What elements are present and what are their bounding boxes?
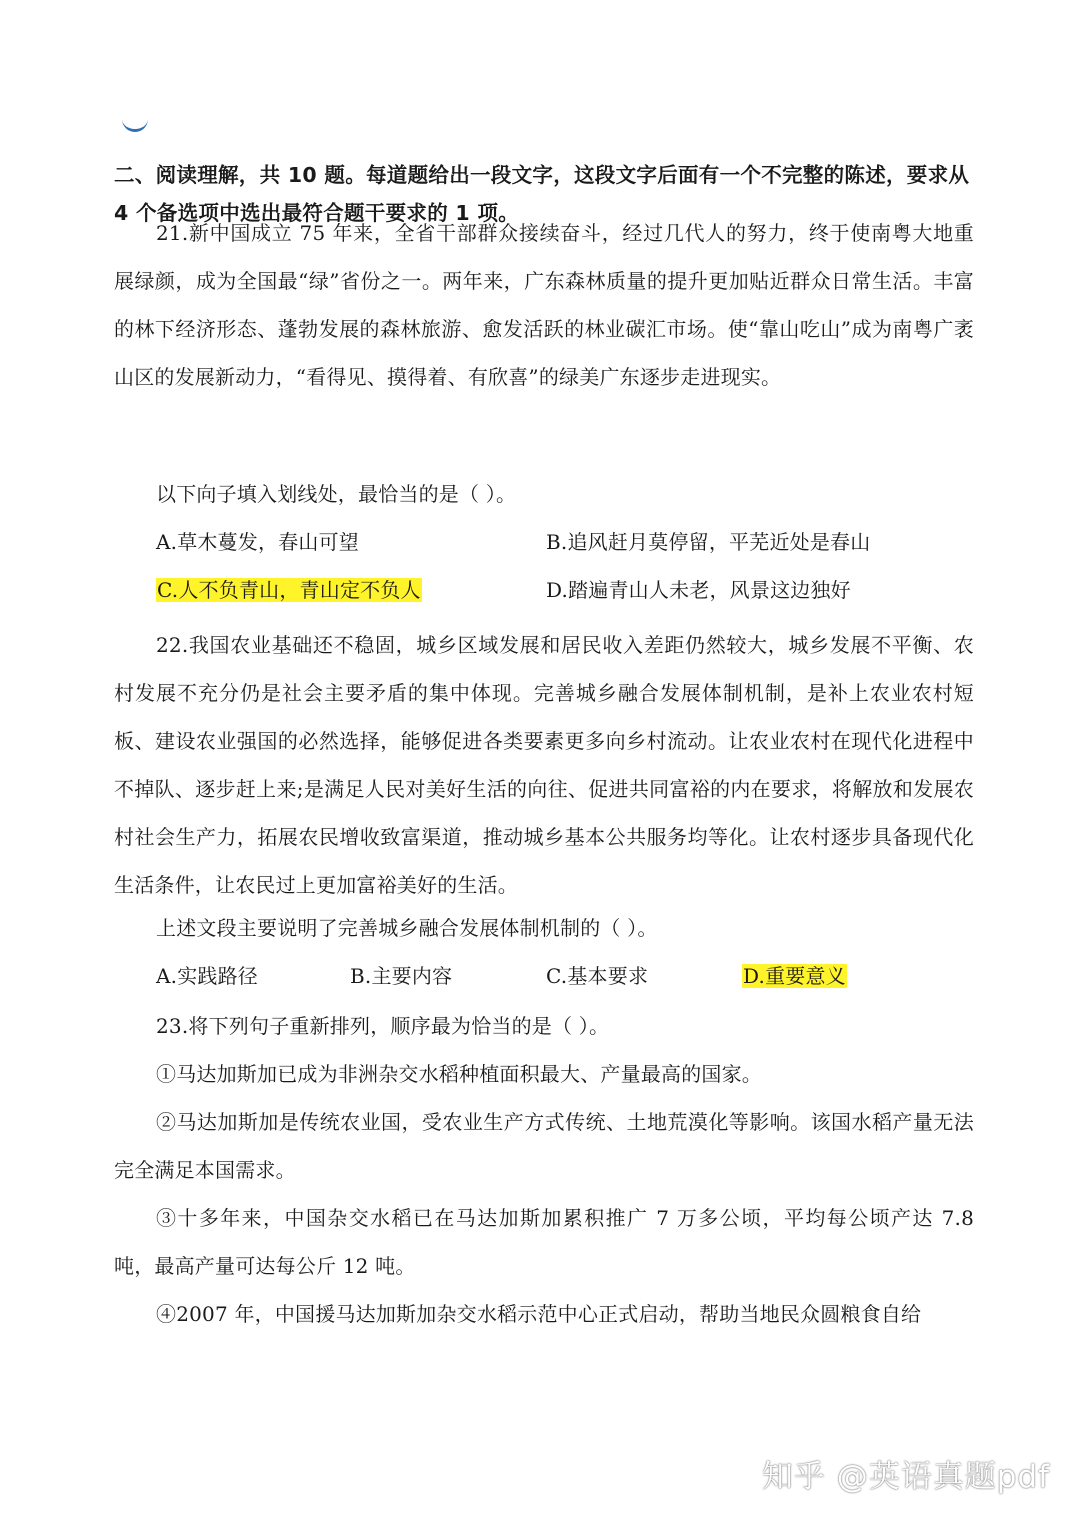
q23-sentence-3: ③十多年来，中国杂交水稻已在马达加斯加累积推广 7 万多公顷，平均每公顷产达 7.8 吨，最高产量可达每公斤 12 吨。 — [114, 1206, 974, 1278]
q23-sentence-4: ④2007 年，中国援马达加斯加杂交水稻示范中心正式启动，帮助当地民众圆粮食自给 — [156, 1302, 922, 1326]
q23-question: 23.将下列句子重新排列，顺序最为恰当的是（ ）。 — [156, 1014, 610, 1038]
q22-option-c: C.基本要求 — [546, 964, 649, 988]
corner-logo-mark — [122, 117, 148, 132]
q23-sentence-1: ①马达加斯加已成为非洲杂交水稻种植面积最大、产量最高的国家。 — [156, 1062, 762, 1086]
q22-option-a: A.实践路径 — [156, 964, 259, 988]
q22-option-d-highlight: D.重要意义 — [743, 964, 846, 988]
q21-question: 以下向子填入划线处，最恰当的是（ ）。 — [156, 482, 517, 506]
q23-sentence-2: ②马达加斯加是传统农业国，受农业生产方式传统、土地荒漠化等影响。该国水稻产量无法完全满足本国需求。 — [114, 1110, 974, 1182]
q21-option-a: A.草木蔓发，春山可望 — [156, 530, 360, 554]
q22-passage: 22.我国农业基础还不稳固，城乡区域发展和居民收入差距仍然较大，城乡发展不平衡、农村发展不充分仍是社会主要矛盾的集中体现。完善城乡融合发展体制机制，是补上农业农村短板、建设农业强国的必然选择，能够促进各类要素更多向乡村流动。让农业农村在现代化进程中不掉队、逐步赶上来;是满足人民对美好生活的向往、促进共同富裕的内在要求，将解放和发展农村社会生产力，拓展农民增收致富渠道，推动城乡基本公共服务均等化。让农村逐步具备现代化生活条件，让农民过上更加富裕美好的生活。 — [114, 633, 974, 897]
q21-option-c — [156, 575, 422, 605]
section-heading: 二、阅读理解，共 10 题。每道题给出一段文字，这段文字后面有一个不完整的陈述，要求从 4 个备选项中选出最符合题干要求的 1 项。 — [114, 163, 970, 225]
q22-option-d — [742, 961, 847, 991]
q21-passage: 21.新中国成立 75 年来，全省干部群众接续奋斗，经过几代人的努力，终于使南粤大地重展绿颜，成为全国最“绿”省份之一。两年来，广东森林质量的提升更加贴近群众日常生活。丰富的林下经济形态、蓬勃发展的森林旅游、愈发活跃的林业碳汇市场。使“靠山吃山”成为南粤广袤山区的发展新动力，“看得见、摸得着、有欣喜”的绿美广东逐步走进现实。 — [114, 221, 974, 389]
q22-option-b: B.主要内容 — [350, 964, 453, 988]
q21-option-c-highlight: C.人不负青山，青山定不负人 — [157, 578, 421, 602]
zhihu-watermark: 知乎 @英语真题pdf — [761, 1459, 1050, 1495]
q21-option-b: B.追风赶月莫停留，平芜近处是春山 — [546, 530, 871, 554]
q22-question: 上述文段主要说明了完善城乡融合发展体制机制的（ ）。 — [156, 916, 658, 940]
q21-option-d: D.踏遍青山人未老，风景这边独好 — [546, 578, 851, 602]
